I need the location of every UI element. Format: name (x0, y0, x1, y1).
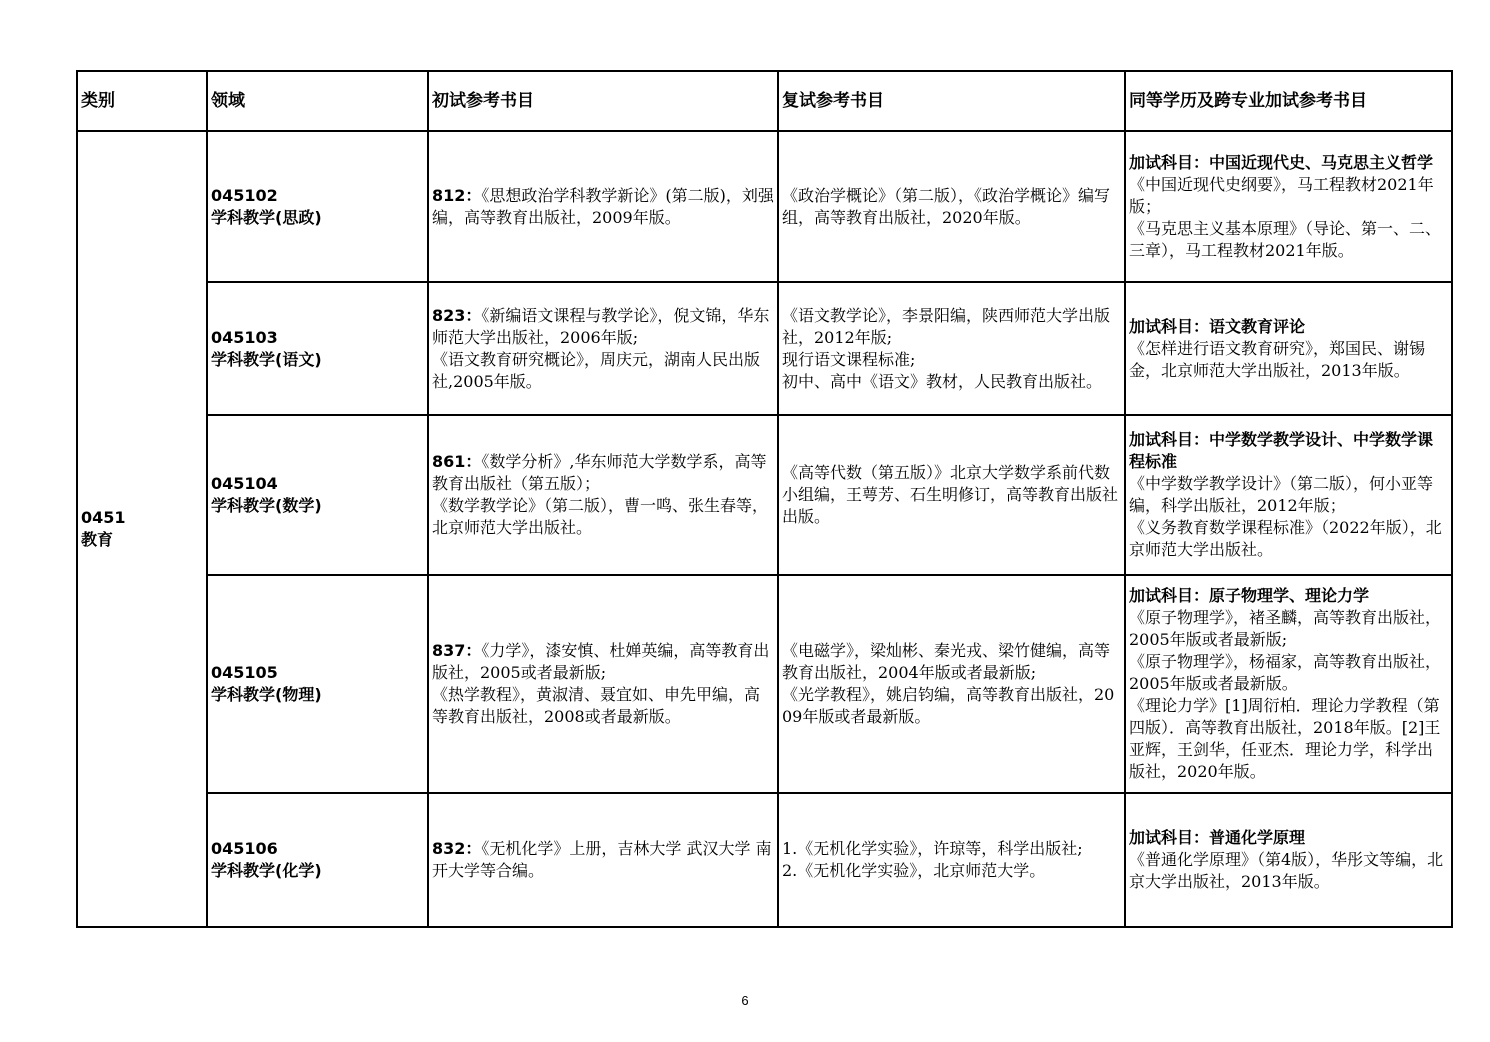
extra-books-cell (1125, 793, 1452, 927)
category-cell (77, 131, 207, 927)
field-code: 045106 (211, 839, 278, 858)
header-extra-books: 同等学历及跨专业加试参考书目 (1125, 71, 1452, 131)
extra-book: 《普通化学原理》（第4版），华彤文等编，北京大学出版社，2013年版。 (1129, 850, 1444, 891)
extra-book: 《原子物理学》，褚圣麟，高等教育出版社，2005年版或者最新版; (1129, 608, 1442, 649)
exam-code: 823： (432, 305, 482, 325)
retest-books-cell (778, 131, 1125, 282)
category-name: 教育 (81, 530, 114, 549)
field-cell (207, 131, 428, 282)
field-name: 学科教学(数学) (211, 496, 322, 515)
page-number: 6 (741, 993, 749, 1008)
extra-book: 《原子物理学》，杨福家，高等教育出版社，2005年版或者最新版。 (1129, 652, 1442, 693)
retest-book: 《电磁学》，梁灿彬、秦光戎、梁竹健编，高等教育出版社，2004年版或者最新版; (782, 641, 1111, 682)
field-name: 学科教学(思政) (211, 207, 322, 227)
extra-subject: 加试科目：语文教育评论 (1129, 316, 1306, 336)
retest-books-cell (778, 575, 1125, 793)
field-cell (207, 575, 428, 793)
field-code: 045103 (211, 327, 278, 347)
retest-book: 《光学教程》，姚启钧编，高等教育出版社，2009年版或者最新版。 (782, 685, 1115, 726)
field-name: 学科教学(化学) (211, 861, 322, 880)
initial-books-cell (428, 131, 778, 282)
initial-books-text: 《无机化学》上册，吉林大学 武汉大学 南开大学等合编。 (432, 839, 772, 880)
initial-books-cell (428, 415, 778, 575)
initial-books-more: 《语文教育研究概论》，周庆元，湖南人民出版社,2005年版。 (432, 349, 761, 391)
retest-book: 《语文教学论》，李景阳编，陕西师范大学出版社，2012年版; (782, 305, 1111, 347)
extra-books-cell (1125, 415, 1452, 575)
extra-book: 《怎样进行语文教育研究》，郑国民、谢锡金，北京师范大学出版社，2013年版。 (1129, 338, 1426, 380)
table-row (77, 131, 1452, 282)
field-cell (207, 415, 428, 575)
field-cell (207, 282, 428, 415)
extra-book: 《中学数学教学设计》（第二版），何小亚等编，科学出版社，2012年版； (1129, 474, 1434, 515)
initial-books-cell (428, 282, 778, 415)
table-row (77, 282, 1452, 415)
field-cell (207, 793, 428, 927)
extra-books-cell (1125, 575, 1452, 793)
retest-book: 初中、高中《语文》教材，人民教育出版社。 (782, 371, 1103, 391)
header-category: 类别 (77, 71, 207, 131)
retest-book: 《政治学概论》（第二版），《政治学概论》编写组，高等教育出版社，2020年版。 (782, 185, 1111, 227)
retest-book: 1.《无机化学实验》，许琼等，科学出版社; (782, 839, 1083, 858)
table-row (77, 793, 1452, 927)
initial-books-text: 《新编语文课程与教学论》，倪文锦，华东师范大学出版社，2006年版; (432, 305, 770, 347)
retest-books-cell (778, 415, 1125, 575)
initial-books-cell (428, 575, 778, 793)
exam-code: 812： (432, 185, 482, 205)
extra-subject: 加试科目：中国近现代史、马克思主义哲学 (1129, 152, 1434, 172)
extra-books-cell (1125, 282, 1452, 415)
header-retest-books: 复试参考书目 (778, 71, 1125, 131)
extra-subject: 加试科目：原子物理学、理论力学 (1129, 586, 1370, 605)
extra-book: 《马克思主义基本原理》（导论、第一、二、三章），马工程教材2021年版。 (1129, 218, 1442, 260)
retest-books-cell (778, 282, 1125, 415)
table-header-row (77, 71, 1452, 131)
retest-books-cell (778, 793, 1125, 927)
exam-code: 832： (432, 839, 482, 858)
header-initial-books: 初试参考书目 (428, 71, 778, 131)
initial-books-text: 《思想政治学科教学新论》(第二版)，刘强编，高等教育出版社，2009年版。 (432, 185, 774, 227)
exam-code: 837： (432, 641, 482, 660)
field-code: 045105 (211, 663, 278, 682)
reference-books-table (76, 70, 1453, 928)
field-name: 学科教学(物理) (211, 685, 322, 704)
initial-books-text: 《力学》，漆安慎、杜婵英编，高等教育出版社，2005或者最新版; (432, 641, 770, 682)
header-field: 领域 (207, 71, 428, 131)
initial-books-more: 《数学教学论》（第二版），曹一鸣、张生春等，北京师范大学出版社。 (432, 496, 769, 537)
field-code: 045104 (211, 474, 278, 493)
retest-book: 《高等代数（第五版）》北京大学数学系前代数小组编，王萼芳、石生明修订，高等教育出版社出版。 (782, 463, 1119, 526)
category-code: 0451 (81, 508, 126, 527)
extra-book: 《中国近现代史纲要》，马工程教材2021年版； (1129, 174, 1434, 216)
table-row (77, 415, 1452, 575)
retest-book: 现行语文课程标准; (782, 349, 916, 369)
extra-subject: 加试科目：普通化学原理 (1129, 828, 1306, 847)
table-row (77, 575, 1452, 793)
exam-code: 861： (432, 452, 482, 471)
extra-book: 《义务教育数学课程标准》（2022年版），北京师范大学出版社。 (1129, 518, 1442, 559)
field-code: 045102 (211, 185, 278, 205)
field-name: 学科教学(语文) (211, 349, 322, 369)
extra-books-cell (1125, 131, 1452, 282)
retest-book: 2.《无机化学实验》，北京师范大学。 (782, 861, 1046, 880)
extra-subject: 加试科目：中学数学教学设计、中学数学课程标准 (1129, 430, 1434, 471)
initial-books-cell (428, 793, 778, 927)
initial-books-text: 《数学分析》,华东师范大学数学系，高等教育出版社（第五版）； (432, 452, 767, 493)
initial-books-more: 《热学教程》，黄淑清、聂宜如、申先甲编，高等教育出版社，2008或者最新版。 (432, 685, 761, 726)
extra-book: 《理论力学》[1]周衍柏．理论力学教程（第四版）．高等教育出版社，2018年版。[2]王亚辉，王剑华，任亚杰．理论力学，科学出版社，2020年版。 (1129, 696, 1441, 781)
